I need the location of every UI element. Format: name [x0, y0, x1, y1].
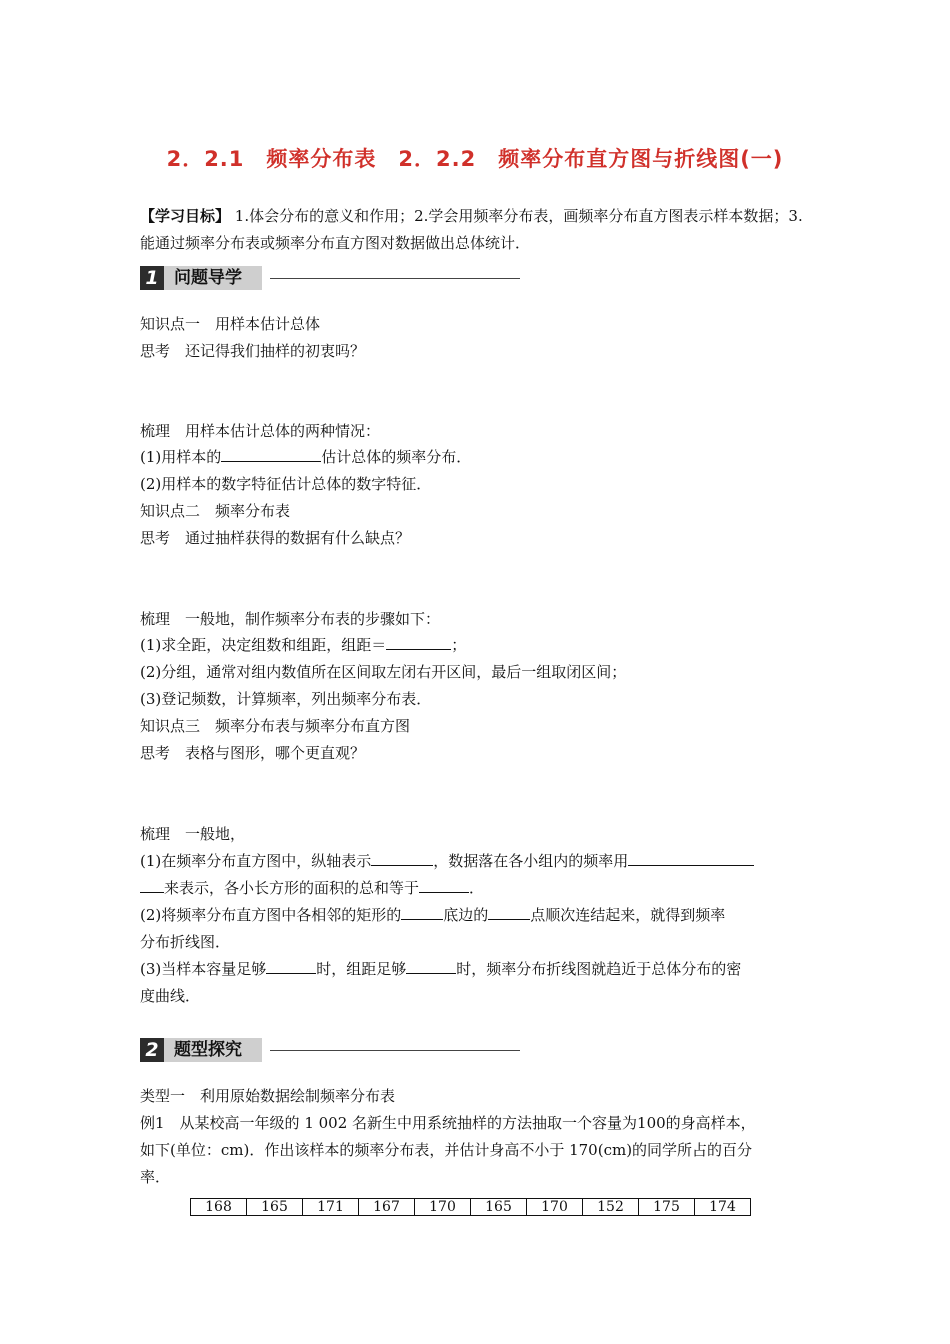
table-cell: 174 — [695, 1199, 751, 1216]
table-cell: 170 — [415, 1199, 471, 1216]
sort-1: 梳理 用样本估计总体的两种情况： — [140, 422, 381, 440]
item-text: (1)在频率分布直方图中，纵轴表示 — [140, 852, 372, 870]
item-text: ． — [469, 879, 485, 897]
sort-3-item-3b: 度曲线． — [140, 987, 201, 1005]
fill-blank[interactable] — [140, 878, 164, 893]
sort-2-item-3: (3)登记频数，计算频率，列出频率分布表． — [140, 690, 432, 708]
item-text: (3)当样本容量足够 — [140, 960, 267, 978]
fill-blank[interactable] — [419, 878, 469, 893]
sort-3-item-3a — [140, 958, 741, 979]
objective-tag: 【学习目标】 — [140, 207, 231, 225]
item-text: 估计总体的频率分布． — [321, 448, 472, 466]
fill-blank[interactable] — [401, 905, 443, 920]
section-label: 题型探究 — [164, 1038, 262, 1062]
item-text: 来表示，各小长方形的面积的总和等于 — [164, 879, 420, 897]
type-heading-1: 类型一 利用原始数据绘制频率分布表 — [140, 1087, 396, 1105]
example-1-line-3: 率． — [140, 1168, 171, 1186]
item-text: (1)用样本的 — [140, 448, 222, 466]
knowledge-point-1: 知识点一 用样本估计总体 — [140, 315, 321, 333]
sort-3: 梳理 一般地， — [140, 825, 246, 843]
learning-objective — [140, 203, 815, 257]
item-text: 时，频率分布折线图就趋近于总体分布的密 — [456, 960, 742, 978]
section-rule — [270, 278, 520, 279]
sort-3-item-1b — [140, 877, 484, 898]
page-title: 2．2.1 频率分布表 2．2.2 频率分布直方图与折线图(一) — [166, 147, 784, 171]
item-text: ，数据落在各小组内的频率用 — [433, 852, 629, 870]
sort-1-item-1 — [140, 446, 471, 467]
item-text: ； — [451, 636, 467, 654]
fill-blank[interactable] — [266, 959, 316, 974]
table-cell: 165 — [247, 1199, 303, 1216]
sort-3-item-2a — [140, 904, 725, 925]
sort-3-item-1a — [140, 850, 754, 871]
item-text: (2)将频率分布直方图中各相邻的矩形的 — [140, 906, 402, 924]
table-cell: 168 — [191, 1199, 247, 1216]
sort-2-item-1 — [140, 634, 466, 655]
fill-blank[interactable] — [406, 959, 456, 974]
example-1-line-2: 如下(单位：cm)．作出该样本的频率分布表，并估计身高不小于 170(cm)的同学所占的百分 — [140, 1141, 753, 1159]
sort-2: 梳理 一般地，制作频率分布表的步骤如下： — [140, 610, 441, 628]
section-number: 1 — [140, 266, 164, 290]
section-number: 2 — [140, 1038, 164, 1062]
table-cell: 175 — [639, 1199, 695, 1216]
item-text: 点顺次连结起来，就得到频率 — [530, 906, 726, 924]
fill-blank[interactable] — [221, 447, 321, 462]
knowledge-point-3: 知识点三 频率分布表与频率分布直方图 — [140, 717, 411, 735]
sort-1-item-2: (2)用样本的数字特征估计总体的数字特征． — [140, 475, 432, 493]
table-row — [191, 1199, 751, 1216]
table-cell: 171 — [303, 1199, 359, 1216]
table-cell: 152 — [583, 1199, 639, 1216]
objective-text: 1.体会分布的意义和作用；2.学会用频率分布表，画频率分布直方图表示样本数据；3.能通过频率分布表或频率分布直方图对数据做出总体统计． — [140, 207, 803, 252]
fill-blank[interactable] — [371, 851, 433, 866]
section-label: 问题导学 — [164, 266, 262, 290]
section-rule — [270, 1050, 520, 1051]
knowledge-point-2: 知识点二 频率分布表 — [140, 502, 291, 520]
think-1: 思考 还记得我们抽样的初衷吗？ — [140, 342, 366, 360]
item-text: 底边的 — [443, 906, 489, 924]
fill-blank[interactable] — [488, 905, 530, 920]
item-text: (1)求全距，决定组数和组距，组距＝ — [140, 636, 387, 654]
table-cell: 170 — [527, 1199, 583, 1216]
height-data-table — [190, 1198, 751, 1216]
fill-blank[interactable] — [628, 851, 754, 866]
fill-blank[interactable] — [386, 635, 451, 650]
table-cell: 167 — [359, 1199, 415, 1216]
sort-2-item-2: (2)分组，通常对组内数值所在区间取左闭右开区间，最后一组取闭区间； — [140, 663, 627, 681]
table-cell: 165 — [471, 1199, 527, 1216]
item-text: 时，组距足够 — [316, 960, 407, 978]
sort-3-item-2b: 分布折线图． — [140, 933, 231, 951]
think-2: 思考 通过抽样获得的数据有什么缺点？ — [140, 529, 411, 547]
example-1-line-1: 例1 从某校高一年级的 1 002 名新生中用系统抽样的方法抽取一个容量为100的身高样本， — [140, 1114, 756, 1132]
think-3: 思考 表格与图形，哪个更直观？ — [140, 744, 366, 762]
